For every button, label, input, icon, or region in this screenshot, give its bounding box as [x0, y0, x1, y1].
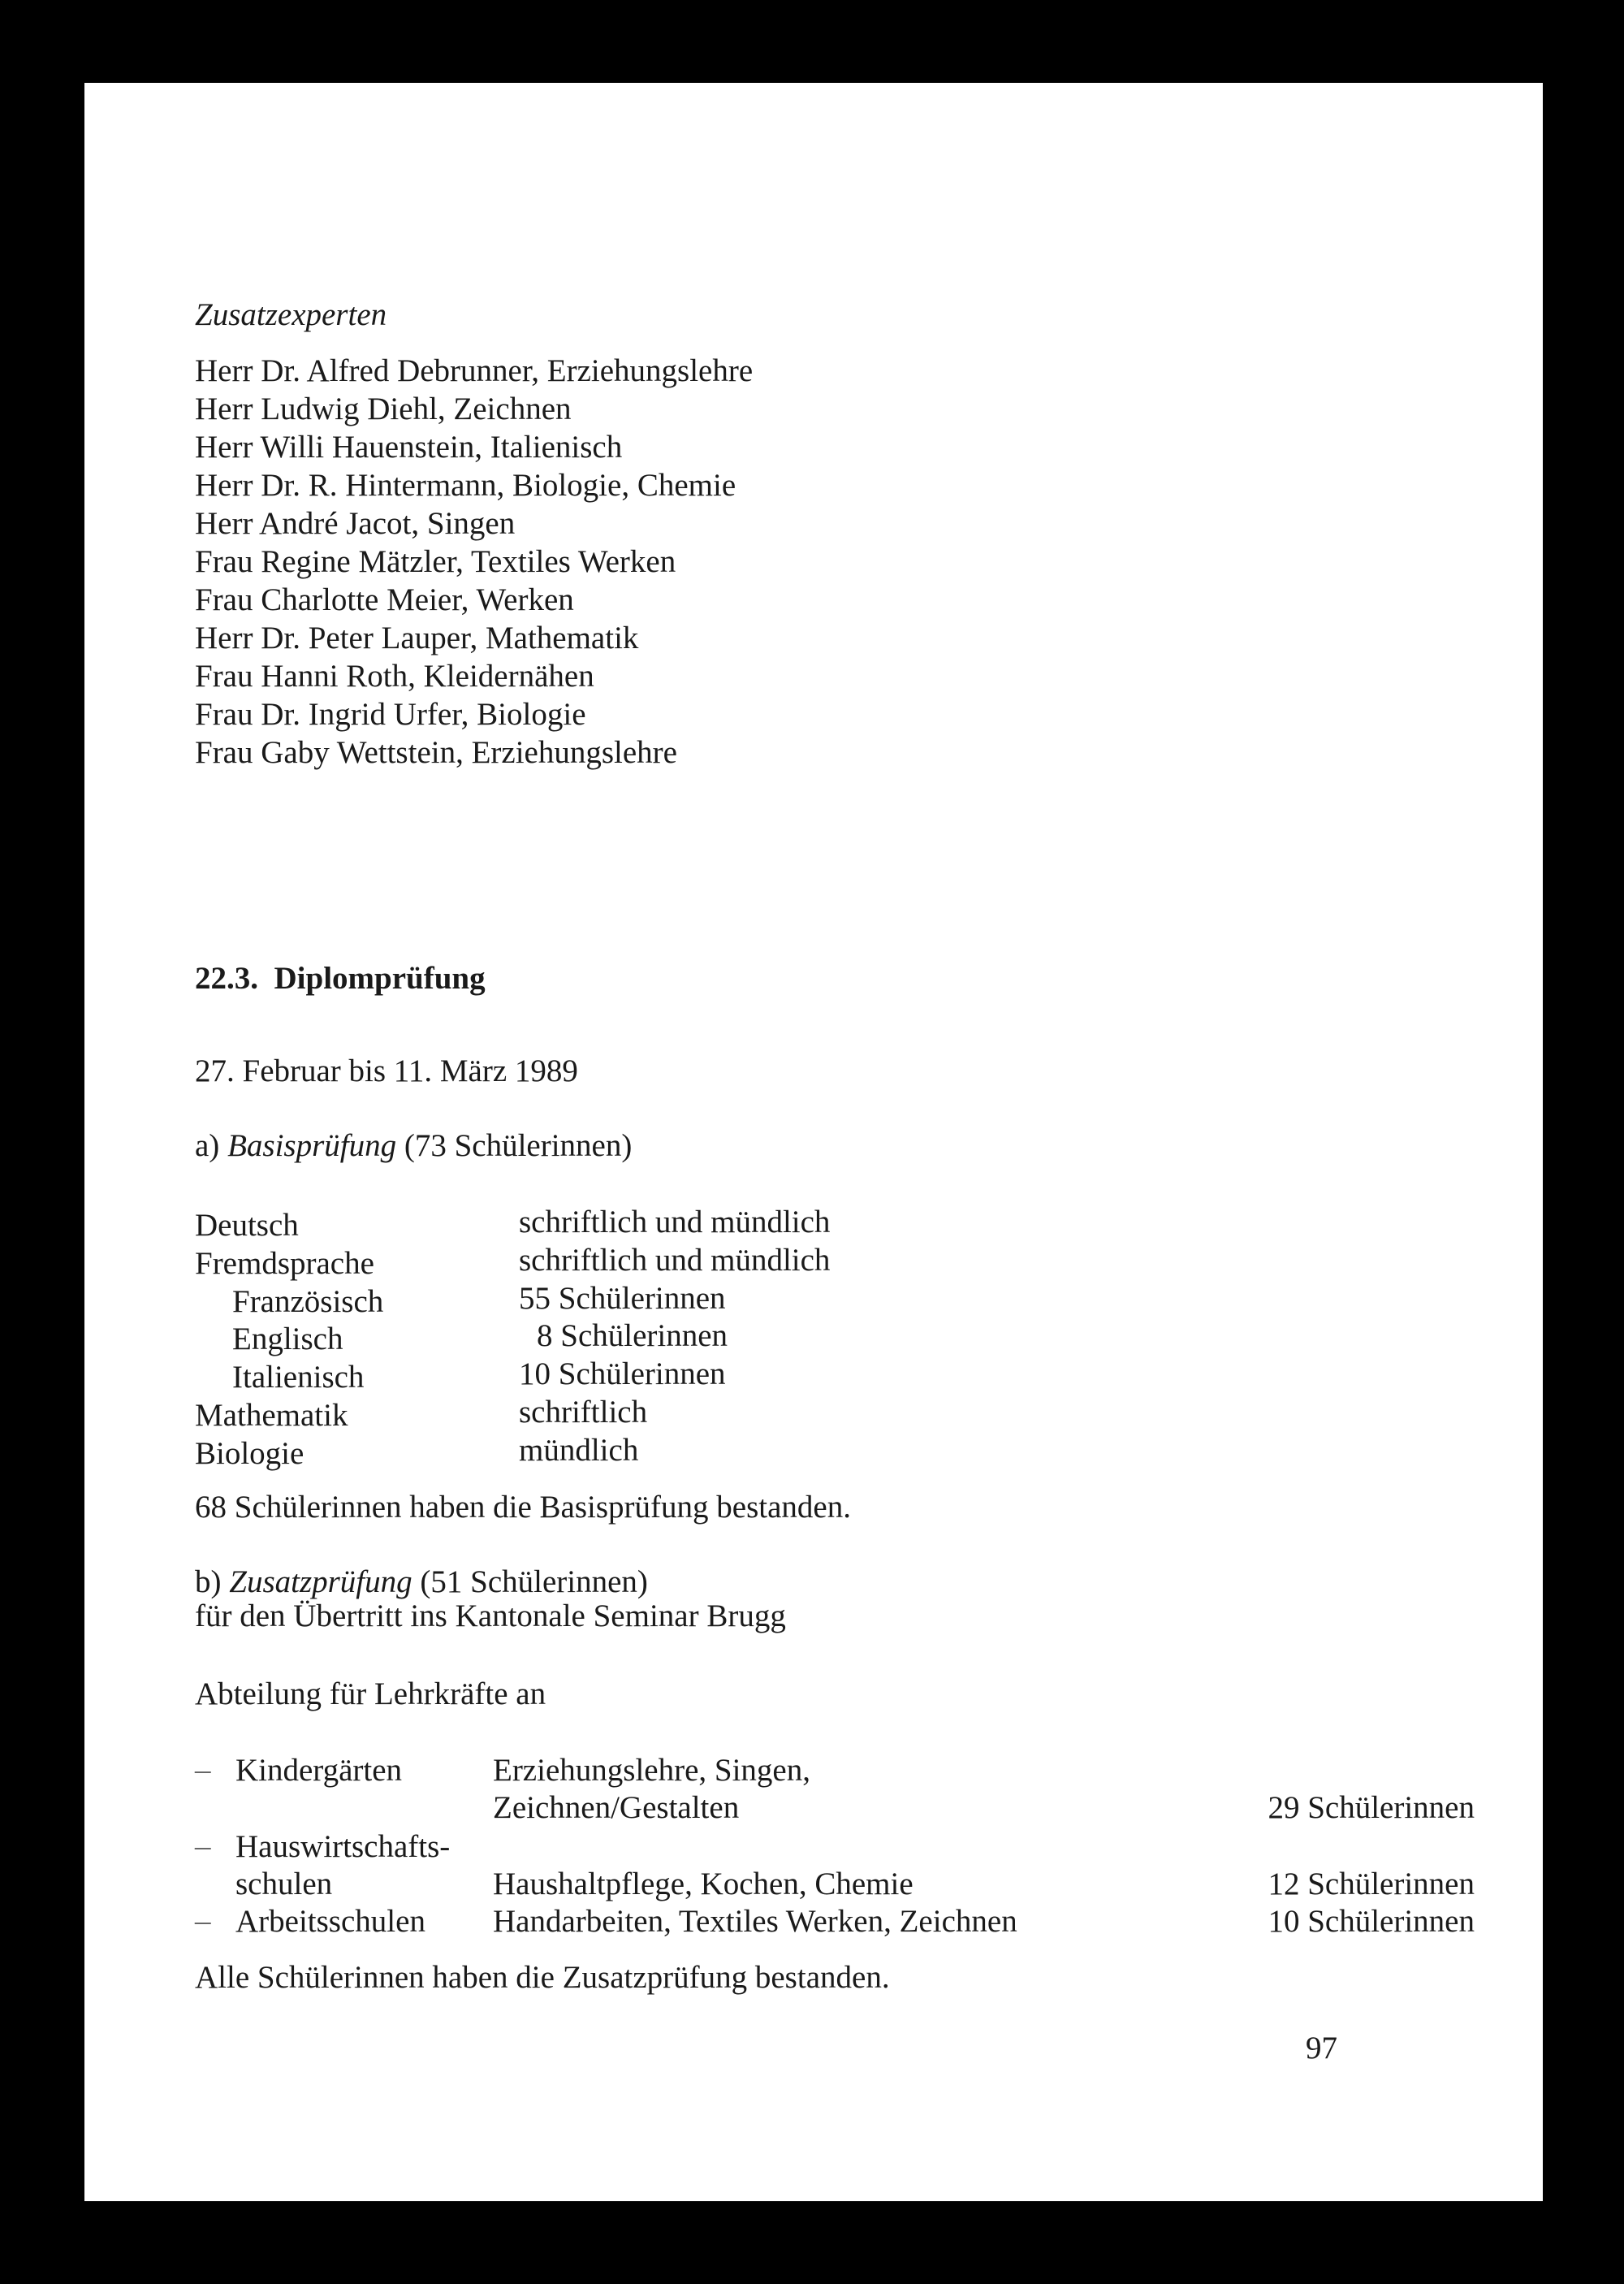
- zusatz-heading: [195, 1563, 648, 1601]
- exam-date: 27. Februar bis 11. März 1989: [195, 1053, 578, 1088]
- list-dash: –: [195, 1828, 211, 1863]
- basis-result: 68 Schülerinnen haben die Basisprüfung bestanden.: [195, 1490, 851, 1525]
- basis-detail: 10 Schülerinnen: [519, 1356, 726, 1391]
- list-item: Herr André Jacot, Singen: [195, 506, 516, 541]
- basis-subject: Mathematik: [195, 1398, 348, 1433]
- list-dash: –: [195, 1903, 211, 1938]
- basis-count: (73 Schülerinnen): [404, 1128, 633, 1163]
- list-item: Frau Hanni Roth, Kleidernähen: [195, 659, 594, 694]
- abteilung-type: Arbeitsschulen: [235, 1904, 425, 1939]
- abteilung-type: schulen: [235, 1867, 333, 1901]
- section-heading: [195, 959, 486, 997]
- zusatz-count: (51 Schülerinnen): [420, 1564, 648, 1599]
- basis-subject: Deutsch: [195, 1208, 299, 1243]
- abteilung-heading: Abteilung für Lehrkräfte an: [195, 1676, 546, 1711]
- section-number: 22.3.: [195, 961, 258, 996]
- basis-title: Basisprüfung: [227, 1128, 397, 1163]
- list-item: Frau Regine Mätzler, Textiles Werken: [195, 544, 676, 579]
- abteilung-subjects: Zeichnen/Gestalten: [493, 1790, 740, 1825]
- list-item: Herr Ludwig Diehl, Zeichnen: [195, 391, 572, 426]
- list-item: Herr Dr. Alfred Debrunner, Erziehungslehre: [195, 353, 754, 388]
- list-item: Frau Dr. Ingrid Urfer, Biologie: [195, 697, 586, 732]
- zusatz-result: Alle Schülerinnen haben die Zusatzprüfung bestanden.: [195, 1960, 890, 1995]
- zusatz-title: Zusatzprüfung: [229, 1564, 412, 1599]
- list-item: Herr Willi Hauenstein, Italienisch: [195, 430, 623, 465]
- abteilung-subjects: Handarbeiten, Textiles Werken, Zeichnen: [493, 1904, 1017, 1939]
- abteilung-count: 29 Schülerinnen: [1268, 1790, 1475, 1825]
- experts-list: [195, 352, 753, 772]
- basis-detail: schriftlich: [519, 1395, 648, 1430]
- list-item: Herr Dr. R. Hintermann, Biologie, Chemie: [195, 468, 736, 503]
- document-page: [84, 83, 1543, 2201]
- abteilung-type: Hauswirtschafts-: [235, 1829, 451, 1864]
- section-title: Diplomprüfung: [274, 961, 486, 996]
- abteilung-type: Kindergärten: [235, 1753, 403, 1788]
- list-item: Frau Charlotte Meier, Werken: [195, 582, 574, 617]
- zusatz-subtitle: für den Übertritt ins Kantonale Seminar Brugg: [195, 1598, 786, 1633]
- basis-heading: [195, 1127, 632, 1165]
- basis-subject: Englisch: [232, 1322, 343, 1356]
- zusatz-prefix: b): [195, 1564, 222, 1599]
- list-dash: –: [195, 1752, 211, 1787]
- basis-detail: 55 Schülerinnen: [519, 1281, 726, 1316]
- abteilung-count: 12 Schülerinnen: [1268, 1867, 1475, 1901]
- basis-detail: schriftlich und mündlich: [519, 1205, 831, 1239]
- basis-detail: mündlich: [519, 1433, 639, 1468]
- basis-subject: Französisch: [232, 1284, 384, 1319]
- basis-subject: Fremdsprache: [195, 1246, 374, 1281]
- abteilung-subjects: Haushaltpflege, Kochen, Chemie: [493, 1867, 914, 1901]
- experts-heading: Zusatzexperten: [195, 297, 387, 332]
- abteilung-subjects: Erziehungslehre, Singen,: [493, 1753, 810, 1788]
- basis-subject: Italienisch: [232, 1360, 365, 1395]
- basis-subject: Biologie: [195, 1436, 304, 1471]
- basis-detail: schriftlich und mündlich: [519, 1243, 831, 1278]
- page-number: 97: [1306, 2031, 1337, 2066]
- basis-prefix: a): [195, 1128, 220, 1163]
- basis-detail: 8 Schülerinnen: [537, 1318, 728, 1353]
- list-item: Herr Dr. Peter Lauper, Mathematik: [195, 621, 639, 655]
- list-item: Frau Gaby Wettstein, Erziehungslehre: [195, 735, 677, 770]
- abteilung-count: 10 Schülerinnen: [1268, 1904, 1475, 1939]
